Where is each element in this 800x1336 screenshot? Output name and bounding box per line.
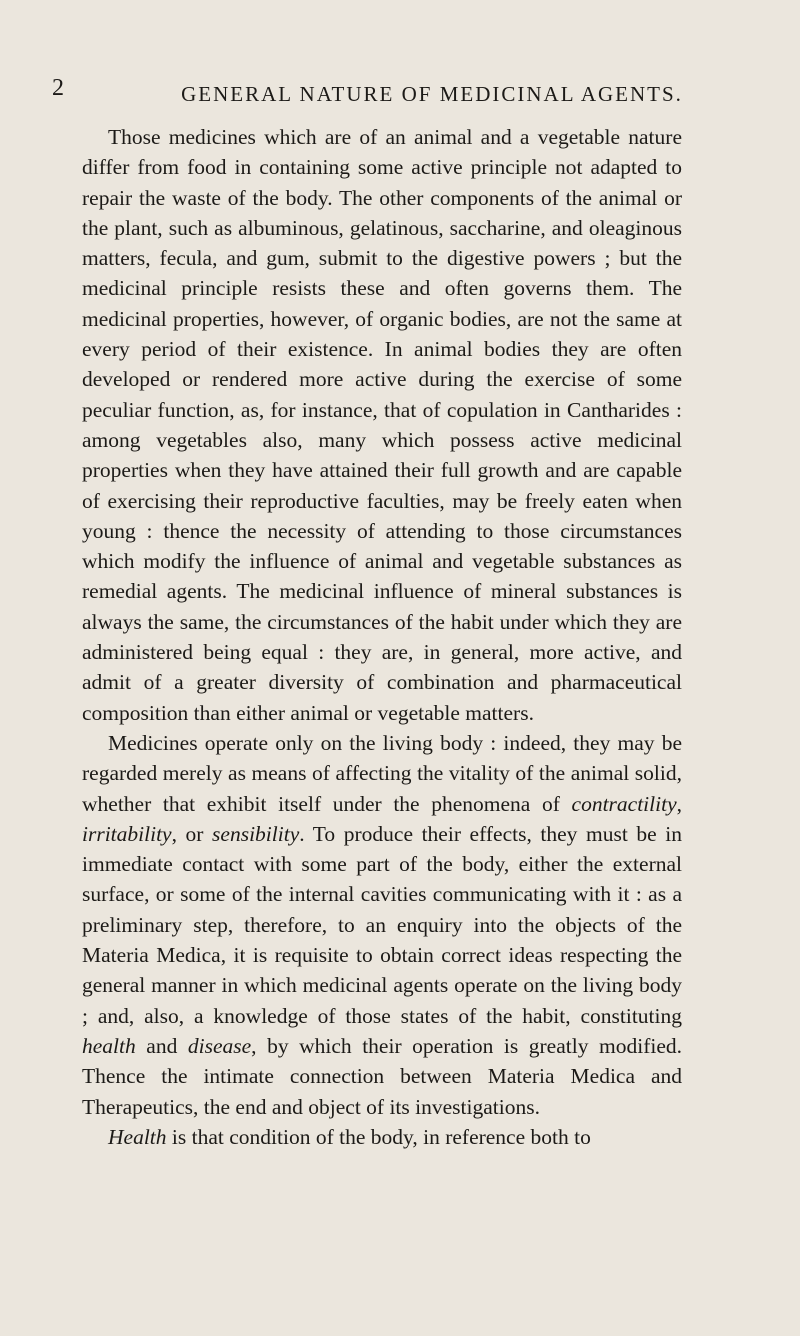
paragraph-1: Those medicines which are of an animal and a vegetable nature differ from food in containing some active principle not adapted to repair the waste of the body. The other components of the animal or the plant, such as albuminous, gelatinous, saccharine, and oleaginous matters, fecula, and gum, submit to the digestive powers ; but the medicinal principle resists these and often governs them. The medicinal properties, however, of organic bodies, are not the same at every period of their existence. In animal bodies they are often developed or rendered more active during the exercise of some peculiar function, as, for instance, that of copulation in Cantharides : among vegetables also, many which possess active medicinal properties when they have attained their full growth and are capable of exercising their reproductive faculties, may be freely eaten when young : thence the necessity of attending to those circumstances which modify the influence of animal and vegetable substances as remedial agents. The medicinal influence of mineral substances is always the same, the circumstances of the habit under which they are administered being equal : they are, in general, more active, and admit of a greater diversity of combination and pharmaceutical composition than either animal or vegetable matters. (82, 125, 682, 725)
italic-term-health: health (82, 1033, 136, 1058)
italic-term-health-heading: Health (108, 1124, 167, 1149)
page-number: 2 (52, 75, 64, 101)
paragraph-2 (82, 728, 682, 1122)
italic-term-sensibility: sensibility (212, 821, 300, 846)
text-run: . To produce their effects, they must be in immediate contact with some part of the body, either the external surface, or some of the internal cavities communicating with it : as a preliminary step, therefore, to an enquiry into the objects of the Materia Medica, it is requisite to obtain correct ideas respecting the general manner in which medicinal agents operate on the living body ; and, also, a knowledge of those states of the habit, constituting (82, 821, 682, 1028)
text-run: , or (171, 821, 213, 846)
body-text (82, 122, 682, 1152)
text-run: , (676, 791, 682, 816)
running-head: GENERAL NATURE OF MEDICINAL AGENTS. (181, 82, 683, 106)
text-run: Medicines operate only on the living body : indeed, they may be regarded merely as means of affecting the vitality of the animal solid, whether that exhibit itself under the phenomena of (82, 730, 682, 816)
text-run: is that condition of the body, in reference both to (166, 1124, 591, 1149)
paragraph-3 (82, 1122, 682, 1152)
italic-term-irritability: irritability (82, 821, 172, 846)
text-run: and (135, 1033, 188, 1058)
italic-term-contractility: contractility (571, 791, 677, 816)
text-run: , by which their operation is greatly modified. Thence the intimate connection between Materia Medica and Therapeutics, the end and object of its investigations. (82, 1033, 682, 1119)
italic-term-disease: disease (187, 1033, 252, 1058)
